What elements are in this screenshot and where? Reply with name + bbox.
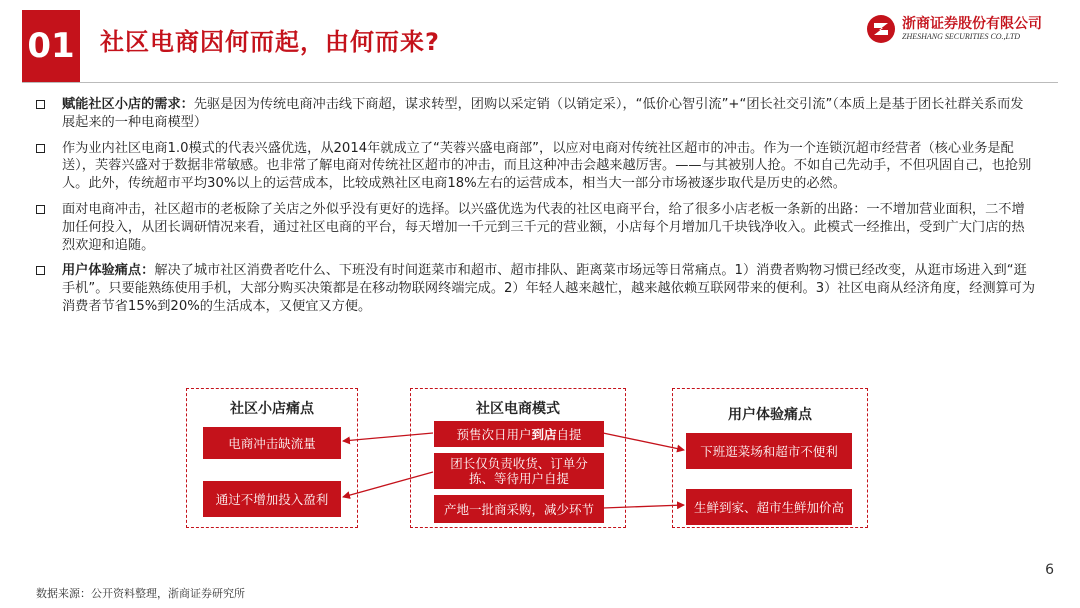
square-bullet-icon <box>36 100 45 109</box>
model-presale-bold: 到店 <box>531 426 557 442</box>
store-pain-point-traffic: 电商冲击缺流量 <box>203 427 341 459</box>
arrow-presale-to-traffic <box>343 433 433 441</box>
user-pain-point-price: 生鲜到家、超市生鲜加价高 <box>686 489 852 525</box>
arrow-presale-to-convenience <box>603 433 684 450</box>
bullet-item <box>36 262 1036 315</box>
header-divider <box>22 82 1058 83</box>
bullet-item <box>36 140 1036 193</box>
arrow-leader-to-profit <box>343 472 433 497</box>
model-origin-purchase: 产地一批商采购，减少环节 <box>434 495 604 523</box>
bullet-text: 先驱是因为传统电商冲击线下商超，谋求转型，团购以采定销（以销定采），“低价心智引流”+“团长社交引流”（本质上是基于团长社群关系而发展起来的一种电商模型） <box>62 97 1024 130</box>
bullet-heading: 赋能社区小店的需求： <box>62 97 194 112</box>
community-ecommerce-diagram <box>0 380 1080 540</box>
user-pain-point-convenience: 下班逛菜场和超市不便利 <box>686 433 852 469</box>
arrow-purchase-to-price <box>603 505 684 508</box>
store-pain-points-title: 社区小店痛点 <box>230 401 314 417</box>
bullet-text: 面对电商冲击，社区超市的老板除了关店之外似乎没有更好的选择。以兴盛优选为代表的社区电商平台，给了很多小店老板一条新的出路：一不增加营业面积，二不增加任何投入，从团长调研情况来看，通过社区电商的平台，每天增加一千元到三千元的营业额，小店每个月增加几千块钱净收入。此模式一经推出，受到广大门店的热烈欢迎和追随。 <box>62 201 1025 253</box>
store-pain-point-profit: 通过不增加投入盈利 <box>203 481 341 517</box>
square-bullet-icon <box>36 144 45 153</box>
page-title: 社区电商因何而起，由何而来? <box>100 28 440 56</box>
bullet-list <box>36 96 1036 324</box>
bullet-heading: 用户体验痛点： <box>62 263 155 279</box>
bullet-item <box>36 201 1036 254</box>
diagram-arrows <box>0 380 1080 540</box>
ecommerce-model-title: 社区电商模式 <box>476 401 560 417</box>
square-bullet-icon <box>36 205 45 214</box>
zheshang-logo-icon <box>866 14 896 44</box>
page-number: 6 <box>1045 562 1054 578</box>
company-logo <box>866 14 1042 44</box>
data-source-note: 数据来源：公开资料整理，浙商证券研究所 <box>36 587 245 600</box>
bullet-text: 作为业内社区电商1.0模式的代表兴盛优选，从2014年就成立了“芙蓉兴盛电商部”，以应对电商对传统社区超市的冲击。作为一个连锁沉超市经营者（核心业务是配送），芙蓉兴盛对于数据非常敏感。也非常了解电商对传统社区超市的冲击，而且这种冲击会越来越厉害。——与其被别人抢。不如自己先动手，不但巩固自己，也抢别人。此外，传统超市平均30%以上的运营成本，比较成熟社区电商18%左右的运营成本，相当大一部分市场被逐步取代是历史的必然。 <box>62 140 1032 192</box>
bullet-item <box>36 96 1036 132</box>
logo-company-name-cn: 浙商证券股份有限公司 <box>902 16 1042 32</box>
section-number-badge: 01 <box>22 10 80 82</box>
model-presale-suffix: 自提 <box>556 426 582 442</box>
bullet-text: 解决了城市社区消费者吃什么、下班没有时间逛菜市和超市、超市排队、距离菜市场远等日常痛点。1）消费者购物习惯已经改变，从逛市场进入到“逛手机”。只要能熟练使用手机，大部分购买决策都是在移动物联网终端完成。2）年轻人越来越忙，越来越依赖互联网带来的便利。3）社区电商从经济角度，经测算可为消费者节省15%到20%的生活成本，又便宜又方便。 <box>62 263 1036 314</box>
square-bullet-icon <box>36 266 45 275</box>
model-presale-text: 预售次日用户 <box>456 426 532 442</box>
logo-company-name-en: ZHESHANG SECURITIES CO.,LTD <box>902 32 1021 41</box>
user-pain-points-title: 用户体验痛点 <box>728 407 812 423</box>
model-leader-role: 团长仅负责收货、订单分拣、等待用户自提 <box>434 453 604 489</box>
